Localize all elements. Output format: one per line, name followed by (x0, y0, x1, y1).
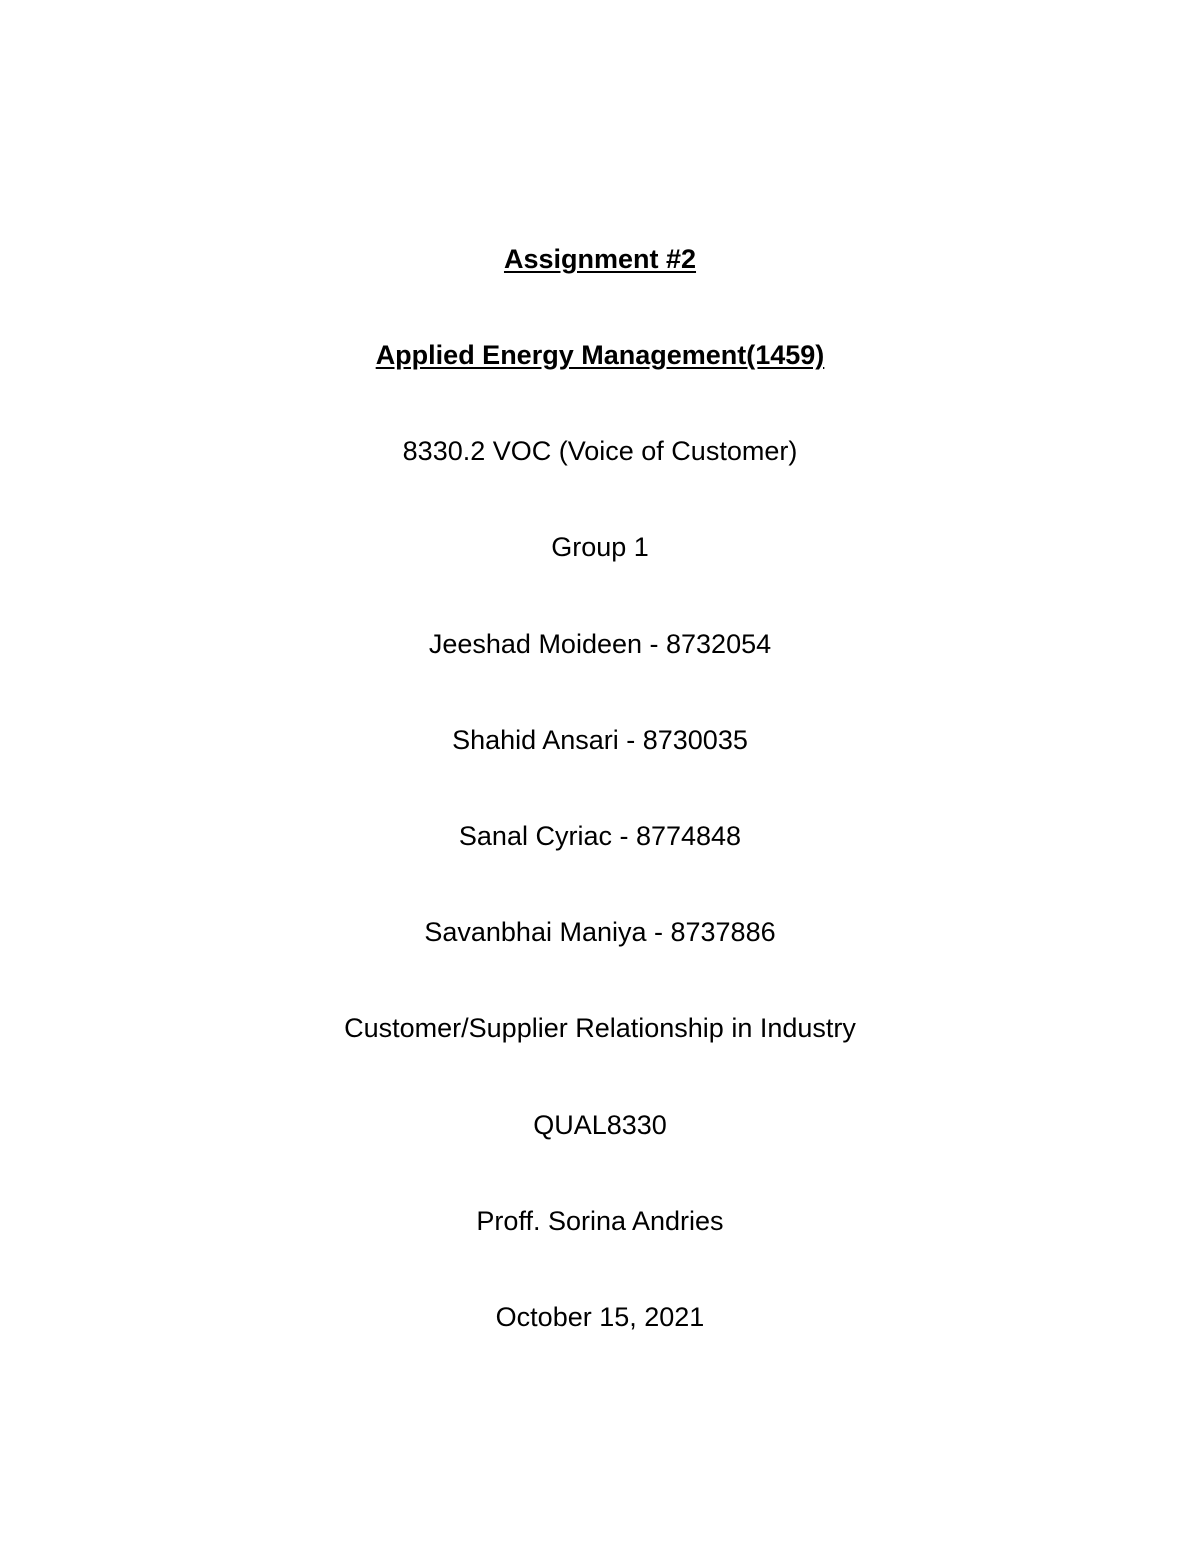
course-heading: Applied Energy Management(1459) (375, 340, 825, 370)
assignment-title: Assignment #2 (503, 244, 697, 274)
member-2: Shahid Ansari - 8730035 (452, 725, 748, 755)
member-4: Savanbhai Maniya - 8737886 (424, 917, 776, 947)
group-label: Group 1 (551, 532, 649, 562)
assignment-subtitle: 8330.2 VOC (Voice of Customer) (402, 436, 798, 466)
member-1: Jeeshad Moideen - 8732054 (428, 629, 772, 659)
member-3: Sanal Cyriac - 8774848 (458, 821, 742, 851)
course-name: Customer/Supplier Relationship in Industry (344, 1013, 856, 1043)
professor-name: Proff. Sorina Andries (476, 1206, 724, 1236)
submission-date: October 15, 2021 (495, 1302, 705, 1332)
course-code: QUAL8330 (533, 1110, 667, 1140)
